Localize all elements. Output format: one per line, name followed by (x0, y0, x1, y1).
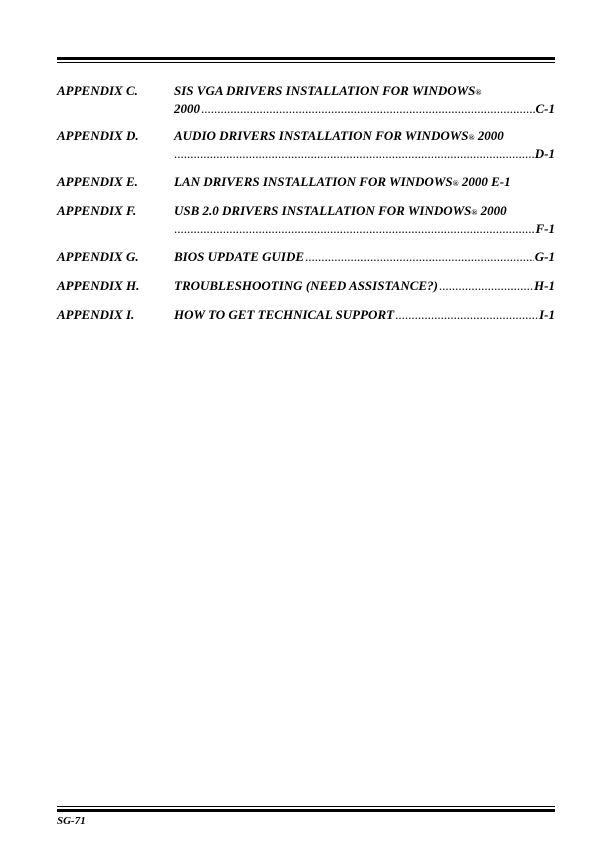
toc-label: APPENDIX H. (57, 278, 140, 293)
toc-label: APPENDIX I. (57, 307, 135, 322)
toc-title-line: LAN DRIVERS INSTALLATION FOR WINDOWS ® 2000 E-1 (174, 174, 511, 189)
toc-title-line (174, 145, 555, 163)
dot-leader (174, 145, 534, 163)
toc-page-number: I-1 (539, 307, 555, 322)
toc-title-suffix: 2000 E-1 (458, 174, 511, 189)
footer-page-number: SG-71 (57, 815, 86, 827)
header-rule-thick (57, 57, 555, 60)
toc-entry-appendix-c[interactable] (57, 82, 555, 118)
toc-entry-appendix-e[interactable] (57, 173, 555, 191)
toc-title-line: AUDIO DRIVERS INSTALLATION FOR WINDOWS ® 2000 (174, 128, 504, 143)
toc-title: BIOS UPDATE GUIDE (174, 249, 305, 264)
toc-label: APPENDIX F. (57, 203, 137, 218)
toc-title-line (174, 220, 555, 238)
toc-title: LAN DRIVERS INSTALLATION FOR WINDOWS (174, 174, 453, 189)
toc-title-line (174, 277, 555, 295)
dot-leader (395, 306, 538, 324)
toc-title: USB 2.0 DRIVERS INSTALLATION FOR WINDOWS (174, 203, 472, 218)
header-rule-thin (57, 62, 555, 63)
toc-page-number: D-1 (534, 146, 555, 161)
footer-rule-thin (57, 806, 555, 807)
toc-title-cont: 2000 (174, 101, 200, 116)
dot-leader (174, 220, 535, 238)
toc-label: APPENDIX G. (57, 249, 139, 264)
toc-entry-appendix-f[interactable] (57, 202, 555, 238)
toc-title: TROUBLESHOOTING (NEED ASSISTANCE?) (174, 278, 438, 293)
toc-entry-appendix-i[interactable] (57, 306, 555, 324)
toc-label: APPENDIX C. (57, 83, 138, 98)
toc-title: AUDIO DRIVERS INSTALLATION FOR WINDOWS (174, 128, 469, 143)
toc-title-line (174, 306, 555, 324)
toc-page-number: F-1 (535, 221, 555, 236)
toc-label: APPENDIX D. (57, 128, 139, 143)
dot-leader (201, 100, 535, 118)
toc-title: SIS VGA DRIVERS INSTALLATION FOR WINDOWS (174, 83, 476, 98)
toc-entry-appendix-d[interactable] (57, 127, 555, 163)
toc-title-line (174, 248, 555, 266)
footer-rule-thick (57, 809, 555, 812)
toc-page-number: H-1 (534, 278, 555, 293)
toc-entry-appendix-h[interactable] (57, 277, 555, 295)
toc-page-number: G-1 (534, 249, 555, 264)
toc-entry-appendix-g[interactable] (57, 248, 555, 266)
toc-page-number: C-1 (535, 101, 555, 116)
toc-title-line (174, 100, 555, 118)
toc-title-suffix: 2000 (477, 203, 507, 218)
toc-label: APPENDIX E. (57, 174, 138, 189)
toc-title: HOW TO GET TECHNICAL SUPPORT (174, 307, 395, 322)
toc-title-suffix: 2000 (474, 128, 504, 143)
dot-leader (305, 248, 534, 266)
dot-leader (439, 277, 533, 295)
table-of-contents (57, 82, 555, 324)
toc-title-line: SIS VGA DRIVERS INSTALLATION FOR WINDOWS ® (174, 83, 482, 98)
toc-title-line: USB 2.0 DRIVERS INSTALLATION FOR WINDOWS ® 2000 (174, 203, 507, 218)
